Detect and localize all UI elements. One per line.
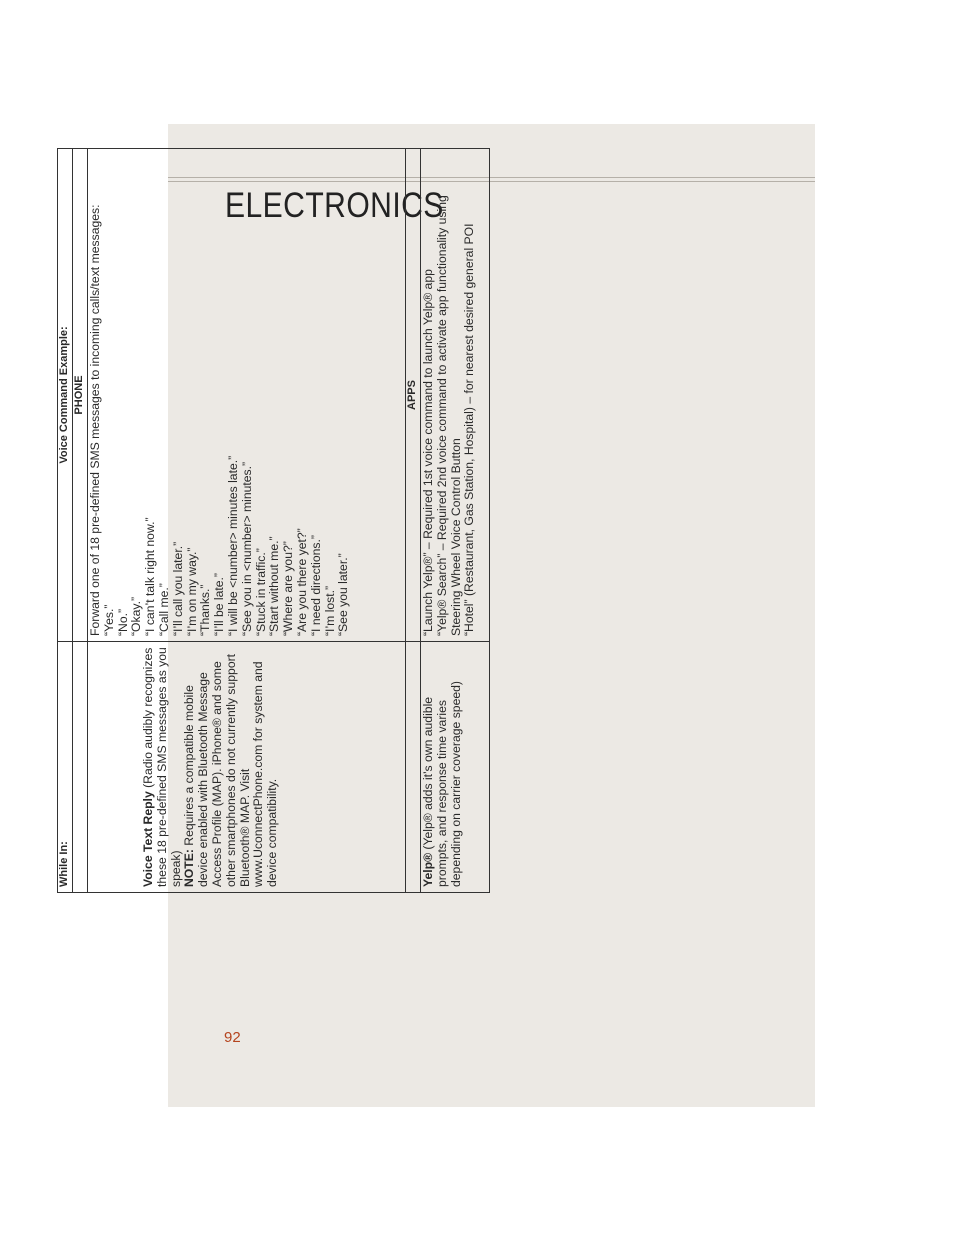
list-item: “I will be <number> minutes late.” [225, 455, 240, 636]
section-label-apps: APPS [406, 149, 421, 642]
section-row-apps [406, 149, 421, 893]
list-item: “See you later.” [336, 553, 351, 636]
page-title: ELECTRONICS [225, 186, 444, 225]
feature-description [422, 647, 463, 887]
section-spacer [406, 642, 421, 893]
table-row [421, 149, 490, 893]
note-text: Requires a compatible mobile device enabled with Bluetooth Message Access Profile (MAP). iPhone® and some other smartphones do not currently support Bluetooth® MAP. Visit www.UconnectPhone.com for system and device compatibility. [182, 653, 280, 887]
list-item: “Hotel” (Restaurant, Gas Station, Hospital) – for nearest desired general POI [462, 223, 477, 636]
list-item: “No.” [115, 608, 130, 636]
note-label: NOTE: [182, 849, 197, 887]
header-while-in: While In: [58, 642, 73, 893]
header-voice-command: Voice Command Example: [58, 149, 73, 642]
feature-desc-text: (Radio audibly recognizes these 18 pre-defined SMS messages as you speak) [141, 647, 183, 887]
list-item: “I’m on my way.” [184, 547, 199, 636]
command-cell-apps [421, 149, 490, 642]
feature-name: Voice Text Reply [141, 791, 155, 887]
list-item: “See you in <number> minutes.” [239, 461, 254, 636]
list-item: “I’m lost.” [322, 585, 337, 636]
feature-cell-yelp [421, 642, 490, 893]
list-item: “Where are you?” [281, 541, 296, 636]
feature-cell-voice-text-reply [88, 642, 406, 893]
command-intro: Forward one of 18 pre-defined SMS messages to incoming calls/text messages: [88, 204, 102, 636]
page-number: 92 [224, 1029, 241, 1046]
list-item: “Call me.” [156, 583, 171, 636]
voice-command-table [57, 148, 477, 893]
list-item: “I’ll be late.” [212, 573, 227, 636]
table-row [88, 149, 406, 893]
feature-description [142, 647, 183, 887]
list-item: “Launch Yelp®” – Required 1st voice command to launch Yelp® app [421, 269, 435, 636]
table-header-row [58, 149, 73, 893]
list-item: “Yelp® Search” – Required 2nd voice command to activate app functionality using Steering Wheel Voice Control Button [434, 195, 463, 636]
list-item: “Start without me.” [267, 536, 282, 636]
feature-name: Yelp® [421, 852, 435, 887]
list-item: “I need directions.” [308, 535, 323, 636]
note-paragraph [183, 647, 280, 887]
list-item: “Are you there yet?” [294, 528, 309, 636]
list-item: “Thanks.” [198, 584, 213, 636]
section-label-phone: PHONE [73, 149, 88, 642]
section-row-phone [73, 149, 88, 893]
list-item: “Okay.” [129, 596, 144, 636]
list-item: “Yes.” [101, 604, 116, 636]
feature-desc-text: (Yelp® adds it’s own audible prompts, and response time varies depending on carrier coverage speed) [421, 681, 463, 887]
list-item: “I can’t talk right now.” [143, 517, 158, 636]
list-item: “Stuck in traffic.” [253, 548, 268, 636]
section-spacer [73, 642, 88, 893]
command-cell-phone [88, 149, 406, 642]
list-item: “I’ll call you later.” [170, 541, 185, 636]
